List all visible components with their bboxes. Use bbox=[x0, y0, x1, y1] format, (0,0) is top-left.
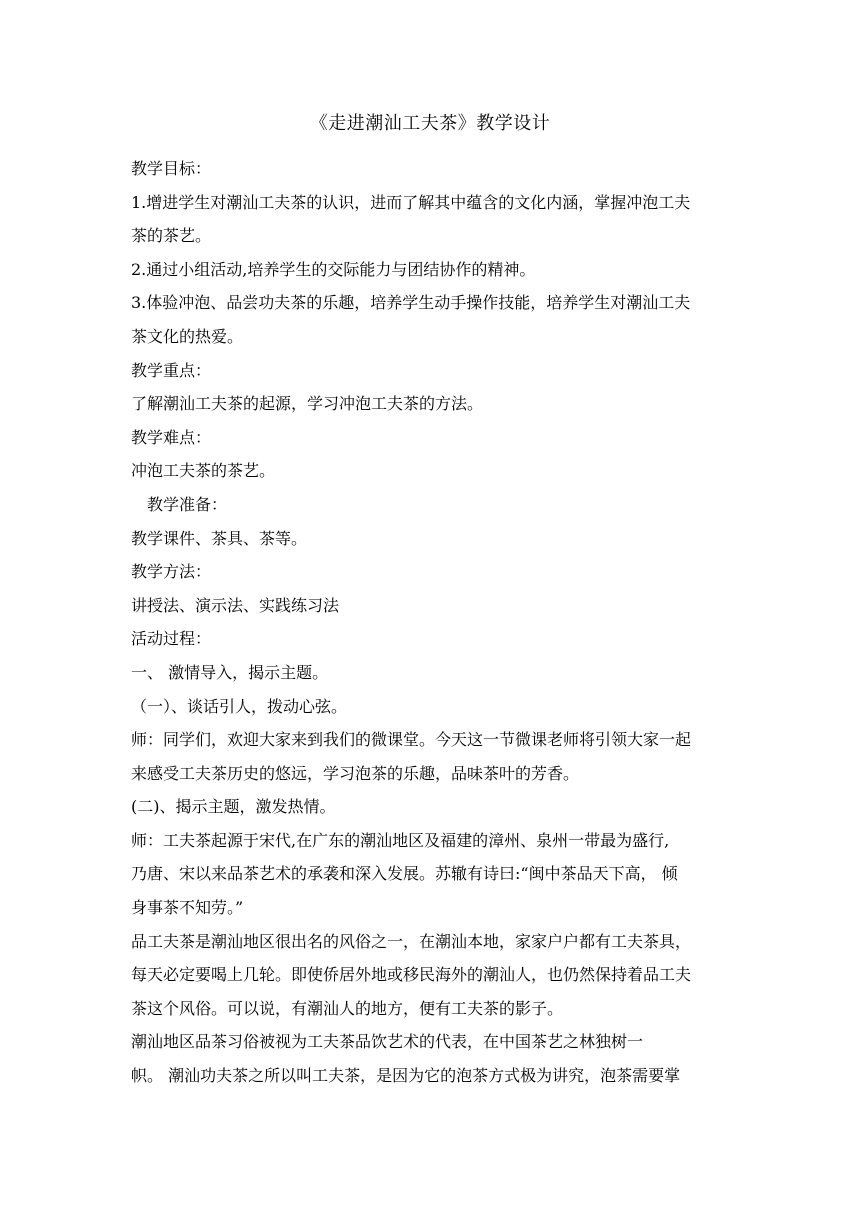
paragraph-line: 潮汕地区品茶习俗被视为工夫茶品饮艺术的代表，在中国茶艺之林独树一 bbox=[131, 1032, 644, 1052]
section-heading-preparation: 教学准备： bbox=[147, 494, 228, 514]
section-heading-objectives: 教学目标： bbox=[131, 159, 212, 178]
subsection-heading: (二)、揭示主题，激发热情。 bbox=[131, 797, 336, 817]
paragraph-line: 了解潮汕工夫茶的起源，学习冲泡工夫茶的方法。 bbox=[131, 394, 484, 414]
paragraph-line: 冲泡工夫茶的茶艺。 bbox=[131, 461, 276, 481]
paragraph-line: 帜。 潮汕功夫茶之所以叫工夫茶，是因为它的泡茶方式极为讲究，泡茶需要掌 bbox=[131, 1066, 681, 1086]
paragraph-line: 2.通过小组活动,培养学生的交际能力与团结协作的精神。 bbox=[131, 259, 536, 279]
paragraph-line: 身事茶不知劳。” bbox=[131, 898, 244, 918]
section-heading-difficulties: 教学难点： bbox=[131, 427, 212, 447]
section-heading-methods: 教学方法： bbox=[131, 562, 212, 582]
document-body bbox=[131, 152, 733, 1093]
section-heading-key-points: 教学重点： bbox=[131, 360, 212, 380]
paragraph-line: 乃唐、宋以来品茶艺术的承袭和深入发展。苏辙有诗曰:“闽中茶品天下高， 倾 bbox=[131, 864, 678, 884]
document-title: 《走进潮汕工夫茶》教学设计 bbox=[309, 113, 551, 134]
paragraph-line: 师：同学们，欢迎大家来到我们的微课堂。今天这一节微课老师将引领大家一起 bbox=[131, 730, 692, 750]
section-heading-process: 活动过程： bbox=[131, 629, 212, 649]
paragraph-line: 茶这个风俗。可以说，有潮汕人的地方，便有工夫茶的影子。 bbox=[131, 998, 564, 1018]
paragraph-line: 每天必定要喝上几轮。即使侨居外地或移民海外的潮汕人，也仍然保持着品工夫 bbox=[131, 965, 692, 985]
paragraph-line: 品工夫茶是潮汕地区很出名的风俗之一，在潮汕本地，家家户户都有工夫茶具， bbox=[131, 931, 692, 951]
paragraph-line: 来感受工夫茶历史的悠远，学习泡茶的乐趣，品味茶叶的芳香。 bbox=[131, 763, 580, 783]
paragraph-line: 茶的茶艺。 bbox=[131, 226, 212, 246]
paragraph-line: 茶文化的热爱。 bbox=[131, 326, 244, 346]
subsection-heading: 一、 激情导入，揭示主题。 bbox=[131, 662, 329, 682]
paragraph-line: 师：工夫茶起源于宋代,在广东的潮汕地区及福建的漳州、泉州一带最为盛行, bbox=[131, 830, 670, 850]
paragraph-line: 讲授法、演示法、实践练习法 bbox=[131, 595, 340, 615]
paragraph-line: 1.增进学生对潮汕工夫茶的认识，进而了解其中蕴含的文化内涵，掌握冲泡工夫 bbox=[131, 192, 691, 212]
paragraph-line: 3.体验冲泡、品尝功夫茶的乐趣，培养学生动手操作技能，培养学生对潮汕工夫 bbox=[131, 293, 691, 313]
paragraph-line: 教学课件、茶具、茶等。 bbox=[131, 528, 308, 548]
subsection-heading: （一）、谈话引人，拨动心弦。 bbox=[131, 696, 348, 716]
